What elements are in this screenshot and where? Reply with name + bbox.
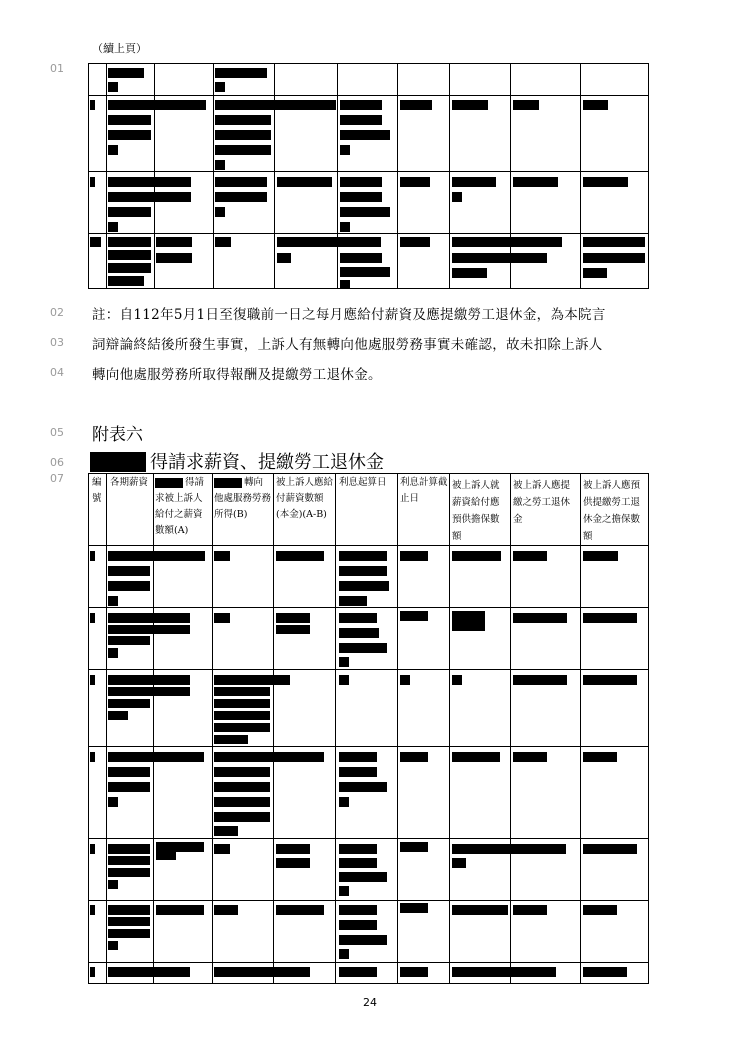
redacted-block (400, 903, 428, 913)
redacted-block (339, 905, 377, 915)
redacted-block (90, 452, 146, 472)
header-pension-security: 被上訴人應預供提繳勞工退休金之擔保數額 (583, 480, 641, 542)
table-horizontal-rule (88, 983, 649, 984)
redacted-block (108, 625, 190, 634)
redacted-block (452, 967, 556, 977)
redacted-block (277, 253, 291, 263)
table-horizontal-rule (88, 669, 649, 670)
redacted-block (108, 711, 128, 720)
redacted-block (108, 82, 118, 92)
table-vertical-rule (337, 63, 338, 289)
table-horizontal-rule (88, 95, 649, 96)
redacted-block (215, 68, 267, 78)
redacted-block (108, 636, 150, 645)
redacted-block (340, 115, 382, 125)
redacted-block (108, 192, 191, 202)
redacted-block (452, 100, 488, 110)
redacted-block (156, 237, 192, 247)
redacted-block (452, 611, 485, 631)
note-line-2: 詞辯論終結後所發生事實，上訴人有無轉向他處服勞務事實未確認，故未扣除上訴人 (92, 337, 603, 353)
redacted-block (452, 905, 508, 915)
note-line-3: 轉向他處服勞務所取得報酬及提繳勞工退休金。 (92, 367, 382, 383)
table-vertical-rule (397, 63, 398, 289)
header-interest-end: 利息計算截止日 (400, 477, 448, 504)
redacted-block (108, 675, 190, 685)
redacted-block (215, 100, 336, 110)
table-vertical-rule (580, 63, 581, 289)
redacted-block (156, 253, 192, 263)
redacted-block (583, 905, 617, 915)
redacted-block (400, 177, 430, 187)
redacted-block (400, 237, 430, 247)
redacted-block (215, 207, 225, 217)
redacted-block (276, 613, 310, 623)
redacted-block (513, 675, 567, 685)
redacted-block (215, 192, 267, 202)
table-vertical-rule (88, 473, 89, 984)
line-number: 03 (50, 336, 64, 349)
redacted-block (90, 551, 95, 561)
appendix-heading: 附表六 (92, 425, 143, 445)
redacted-block (340, 100, 382, 110)
redacted-block (90, 905, 95, 915)
redacted-block (452, 192, 462, 202)
redacted-block (90, 613, 95, 623)
table-horizontal-rule (88, 63, 649, 64)
redacted-block (513, 613, 567, 623)
line-number: 01 (50, 62, 64, 75)
redacted-block (108, 613, 190, 623)
redacted-block (108, 767, 150, 777)
redacted-block (513, 100, 539, 110)
header-other-income: 轉向他處服務勞務所得(B) (214, 477, 272, 520)
redacted-block (108, 551, 205, 561)
redacted-block (108, 844, 150, 854)
redacted-block (215, 115, 271, 125)
redacted-block (400, 752, 428, 762)
redacted-block (339, 920, 377, 930)
redacted-block (400, 551, 428, 561)
redacted-block (452, 237, 562, 247)
header-salary-period: 各期薪資 (110, 477, 149, 488)
redacted-block (108, 905, 150, 915)
redacted-block (340, 267, 390, 277)
header-salary-security: 被上訴人就薪資給付應預供擔保數額 (452, 480, 500, 542)
table-vertical-rule (88, 63, 89, 289)
note-line-1: 註：自112年5月1日至復職前一日之每月應給付薪資及應提繳勞工退休金，為本院言 (92, 307, 606, 323)
redacted-block (339, 643, 387, 653)
table-vertical-rule (153, 473, 154, 984)
table-vertical-rule (106, 473, 107, 984)
redacted-block (339, 782, 387, 792)
redacted-block (340, 192, 382, 202)
redacted-block (339, 596, 367, 606)
redacted-block (339, 752, 377, 762)
redacted-block (277, 237, 381, 247)
redacted-block (583, 967, 627, 977)
redacted-block (583, 253, 645, 263)
redacted-block (214, 844, 230, 854)
redacted-block (108, 177, 191, 187)
redacted-block (214, 752, 324, 762)
redacted-block (452, 268, 487, 278)
redacted-block (108, 648, 118, 658)
page-number: 24 (363, 996, 377, 1009)
table-vertical-rule (449, 63, 450, 289)
redacted-block (108, 222, 118, 232)
redacted-block (108, 917, 150, 926)
redacted-block (214, 687, 270, 696)
redacted-block (215, 145, 271, 155)
redacted-block (340, 222, 350, 232)
redacted-block (340, 145, 350, 155)
redacted-block (90, 177, 95, 187)
redacted-block (339, 581, 389, 591)
table-horizontal-rule (88, 473, 649, 474)
redacted-block (108, 967, 190, 977)
redacted-block (339, 935, 387, 945)
redacted-block (583, 177, 628, 187)
redacted-block (400, 100, 432, 110)
redacted-block (90, 675, 95, 685)
redacted-block (339, 613, 377, 623)
table-vertical-rule (510, 473, 511, 984)
redacted-block (108, 276, 144, 286)
redacted-block (214, 767, 270, 777)
table-horizontal-rule (88, 171, 649, 172)
redacted-block (339, 949, 349, 959)
redacted-block (339, 886, 349, 896)
redacted-block (108, 797, 118, 807)
redacted-block (340, 130, 390, 140)
redacted-block (400, 842, 428, 852)
redacted-block (339, 767, 377, 777)
table-horizontal-rule (88, 545, 649, 546)
redacted-block (513, 905, 547, 915)
redacted-block (108, 115, 151, 125)
redacted-block (400, 675, 410, 685)
redacted-block (215, 82, 225, 92)
redacted-block (108, 130, 151, 140)
redacted-block (339, 628, 379, 638)
header-interest-start: 利息起算日 (339, 477, 387, 488)
redacted-block (583, 237, 645, 247)
redacted-block (90, 100, 95, 110)
continued-label: （續上頁） (92, 42, 147, 55)
redacted-block (214, 613, 230, 623)
redacted-block (108, 687, 190, 696)
redacted-block (108, 100, 206, 110)
table-horizontal-rule (88, 288, 649, 289)
redacted-block (214, 797, 270, 807)
redacted-block (108, 68, 144, 78)
line-number: 05 (50, 426, 64, 439)
table-vertical-rule (106, 63, 107, 289)
redacted-block (513, 177, 558, 187)
table-vertical-rule (397, 473, 398, 984)
redacted-block (583, 613, 637, 623)
table-vertical-rule (154, 63, 155, 289)
header-salary-principal: 被上訴人應給付薪資數額(本金)(A-B) (276, 477, 334, 520)
redacted-block (339, 657, 349, 667)
redacted-block (340, 280, 350, 288)
line-number: 06 (50, 456, 64, 469)
redacted-block (108, 250, 151, 260)
line-number: 04 (50, 366, 64, 379)
redacted-block (339, 797, 349, 807)
redacted-block (214, 675, 290, 685)
redacted-block (513, 551, 547, 561)
redacted-block (108, 782, 150, 792)
redacted-block (108, 581, 150, 591)
redacted-block (583, 268, 607, 278)
redacted-block (214, 782, 270, 792)
header-pension: 被上訴人應提繳之勞工退休金 (513, 480, 571, 525)
line-number: 07 (50, 472, 64, 485)
redacted-block (339, 675, 349, 685)
redacted-block (452, 551, 501, 561)
redacted-block (90, 752, 95, 762)
header-claimable-salary: 得請求被上訴人給付之薪資數額(A) (155, 477, 205, 536)
redacted-block (214, 812, 270, 822)
redacted-block (108, 207, 151, 217)
table-vertical-rule (212, 473, 213, 984)
redacted-block (583, 752, 617, 762)
redacted-block (583, 675, 637, 685)
line-number: 02 (50, 306, 64, 319)
table-horizontal-rule (88, 607, 649, 608)
redacted-block (277, 177, 332, 187)
redacted-block (276, 844, 310, 854)
redacted-block (108, 929, 150, 938)
table-vertical-rule (213, 63, 214, 289)
redacted-block (276, 625, 310, 634)
redacted-block (452, 675, 462, 685)
redacted-block (108, 237, 151, 247)
table-vertical-rule (335, 473, 336, 984)
redacted-block (214, 711, 270, 720)
redacted-block (400, 611, 428, 621)
redacted-block (276, 905, 324, 915)
table-vertical-rule (648, 63, 649, 289)
redacted-block (108, 145, 118, 155)
redacted-block (400, 967, 428, 977)
table-vertical-rule (273, 473, 274, 984)
redacted-block (214, 905, 238, 915)
table-horizontal-rule (88, 900, 649, 901)
redacted-block (340, 177, 382, 187)
redacted-block (339, 844, 377, 854)
table-vertical-rule (580, 473, 581, 984)
table-vertical-rule (274, 63, 275, 289)
redacted-block (90, 967, 95, 977)
redacted-block (339, 872, 387, 882)
redacted-block (340, 253, 382, 263)
redacted-block (215, 237, 231, 247)
table-vertical-rule (449, 473, 450, 984)
redacted-block (276, 858, 310, 868)
redacted-block (214, 699, 270, 708)
redacted-block (339, 858, 377, 868)
redacted-block (214, 723, 270, 732)
redacted-block (108, 941, 118, 950)
redacted-block (452, 858, 466, 868)
redacted-block (215, 130, 271, 140)
redacted-block (108, 752, 204, 762)
table-vertical-rule (648, 473, 649, 984)
redacted-block (583, 100, 608, 110)
table-horizontal-rule (88, 746, 649, 747)
appendix-title: 得請求薪資、提繳勞工退休金 (150, 452, 384, 473)
redacted-block (214, 967, 310, 977)
table-horizontal-rule (88, 233, 649, 234)
redacted-block (452, 253, 547, 263)
redacted-block (90, 237, 101, 247)
redacted-block (108, 263, 151, 273)
redacted-block (583, 844, 637, 854)
redacted-block (156, 852, 176, 860)
redacted-block (513, 752, 547, 762)
redacted-block (583, 551, 618, 561)
redacted-block (215, 160, 225, 170)
redacted-block (215, 177, 267, 187)
redacted-block (339, 566, 387, 576)
redacted-block (108, 880, 118, 889)
redacted-block (156, 905, 204, 915)
redacted-block (452, 752, 500, 762)
table-horizontal-rule (88, 838, 649, 839)
redacted-block (108, 566, 150, 576)
redacted-block (108, 868, 150, 877)
redacted-block (339, 551, 387, 561)
header-number: 編號 (92, 477, 102, 504)
redacted-block (340, 207, 390, 217)
redacted-block (214, 551, 230, 561)
redacted-block (452, 177, 496, 187)
redacted-block (452, 844, 566, 854)
redacted-block (339, 967, 377, 977)
redacted-block (214, 735, 248, 744)
redacted-block (108, 856, 150, 865)
redacted-block (156, 842, 204, 852)
table-horizontal-rule (88, 962, 649, 963)
redacted-block (90, 844, 95, 854)
redacted-block (108, 596, 118, 606)
redacted-block (276, 551, 324, 561)
redacted-block (214, 826, 238, 836)
redacted-block (108, 699, 150, 708)
